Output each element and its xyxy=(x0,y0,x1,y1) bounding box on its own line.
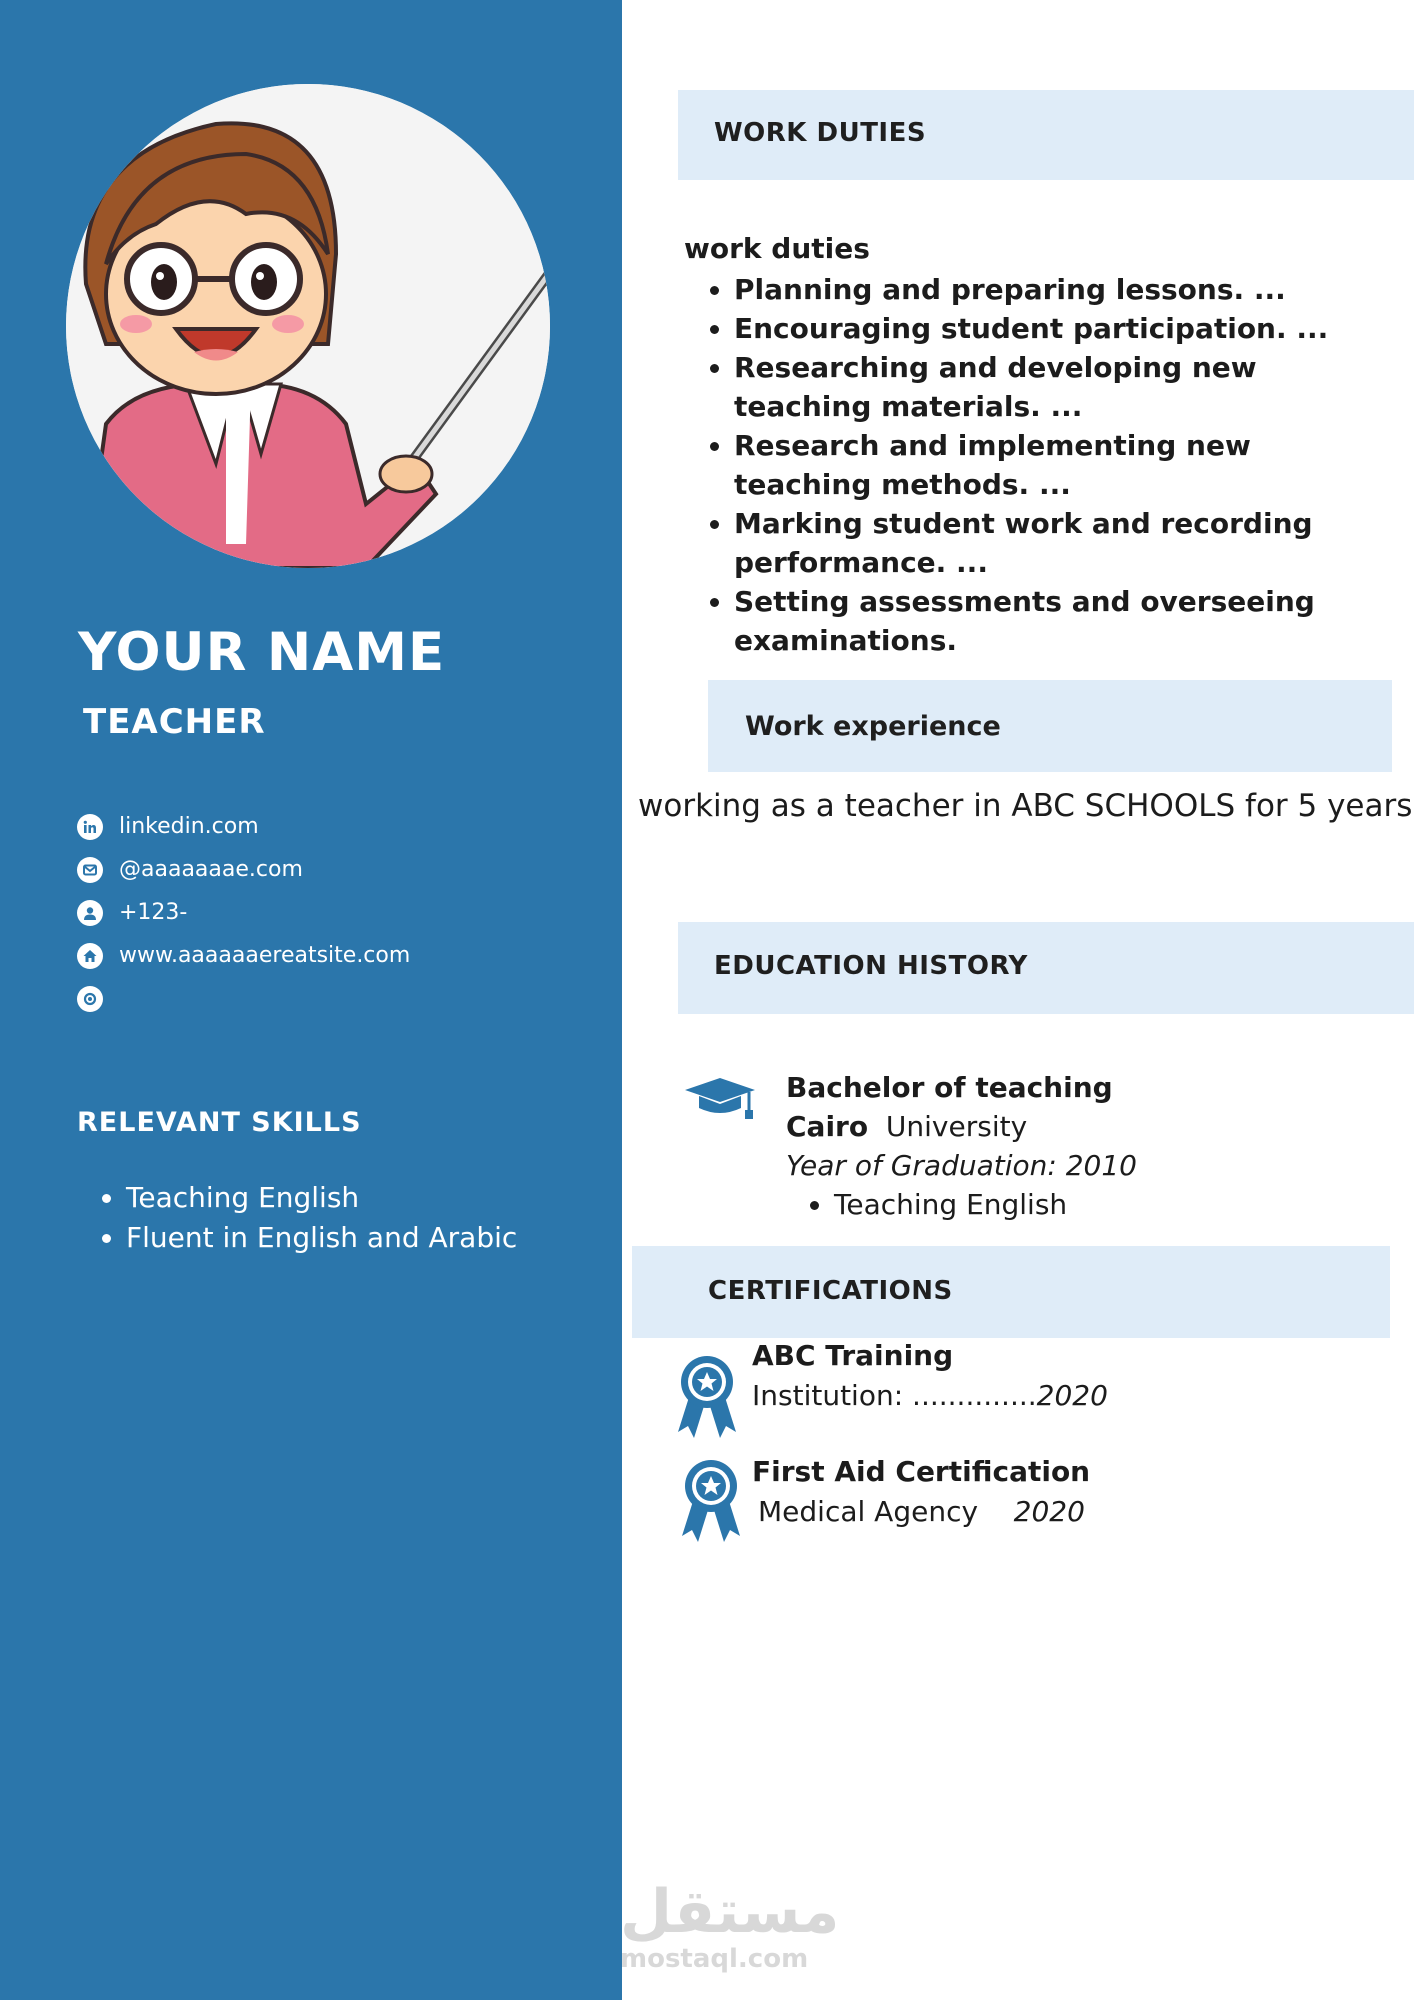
contact-list xyxy=(77,805,410,1020)
duty-item: • Encouraging student participation. ... xyxy=(734,309,1394,348)
duty-item: • Research and implementing new teaching methods. ... xyxy=(734,426,1394,504)
skills-heading: RELEVANT SKILLS xyxy=(77,1107,362,1138)
teacher-illustration xyxy=(66,84,550,568)
certification-year: 2020 xyxy=(1036,1379,1108,1412)
skills-list xyxy=(82,1178,517,1258)
skill-item: • Fluent in English and Arabic xyxy=(126,1218,517,1258)
contact-website[interactable] xyxy=(77,934,410,977)
education-institution xyxy=(786,1107,1137,1146)
contact-email[interactable] xyxy=(77,848,410,891)
work-duties-heading: WORK DUTIES xyxy=(714,118,927,148)
certification-entry xyxy=(752,1336,1108,1416)
certification-name: First Aid Certification xyxy=(752,1455,1091,1488)
certification-name: ABC Training xyxy=(752,1339,954,1372)
linkedin-icon xyxy=(77,814,103,840)
award-ribbon-icon xyxy=(678,1458,744,1544)
award-ribbon-icon xyxy=(674,1354,740,1440)
education-item: • Teaching English xyxy=(834,1185,1137,1224)
contact-text: +123- xyxy=(119,900,188,925)
work-experience-text: working as a teacher in ABC SCHOOLS for 5 years xyxy=(638,788,1413,824)
education-heading: EDUCATION HISTORY xyxy=(714,951,1028,981)
duty-item: • Researching and developing new teaching materials. ... xyxy=(734,348,1394,426)
work-duties-intro: work duties xyxy=(684,232,870,265)
watermark-arabic: مستقل xyxy=(620,1877,840,1947)
education-institution-name: University xyxy=(885,1110,1028,1143)
duty-item: • Planning and preparing lessons. ... xyxy=(734,270,1394,309)
certification-entry xyxy=(752,1452,1090,1532)
contact-text: linkedin.com xyxy=(119,814,259,839)
profile-name: YOUR NAME xyxy=(78,622,446,683)
education-degree: Bachelor of teaching xyxy=(786,1071,1113,1104)
watermark-latin: mostaql.com xyxy=(620,1944,809,1974)
duty-item: • Setting assessments and overseeing examinations. xyxy=(734,582,1394,660)
contact-text: www.aaaaaaereatsite.com xyxy=(119,943,411,968)
certification-year: 2020 xyxy=(1013,1495,1085,1528)
teacher-avatar xyxy=(66,84,550,568)
certifications-heading: CERTIFICATIONS xyxy=(708,1276,953,1306)
education-items xyxy=(786,1185,1137,1224)
certification-institution: Institution: .............. xyxy=(752,1379,1037,1412)
education-graduation: Year of Graduation: 2010 xyxy=(786,1149,1137,1182)
education-institution-city: Cairo xyxy=(786,1110,869,1143)
mostaql-watermark xyxy=(620,1877,840,1974)
certification-detail xyxy=(752,1376,1108,1416)
certification-detail xyxy=(752,1492,1090,1532)
profile-title: TEACHER xyxy=(83,702,266,742)
user-icon xyxy=(77,900,103,926)
contact-linkedin[interactable] xyxy=(77,805,410,848)
contact-phone[interactable] xyxy=(77,891,410,934)
graduation-cap-icon xyxy=(683,1072,758,1122)
home-icon xyxy=(77,943,103,969)
skill-item: • Teaching English xyxy=(126,1178,517,1218)
contact-extra[interactable] xyxy=(77,977,410,1020)
eye-icon xyxy=(77,986,103,1012)
work-experience-heading: Work experience xyxy=(745,711,1001,742)
duty-item: • Marking student work and recording performance. ... xyxy=(734,504,1394,582)
email-icon xyxy=(77,857,103,883)
work-duties-list xyxy=(690,270,1394,660)
certification-institution: Medical Agency xyxy=(758,1495,979,1528)
contact-text: @aaaaaaae.com xyxy=(119,857,303,882)
education-entry xyxy=(786,1068,1137,1224)
